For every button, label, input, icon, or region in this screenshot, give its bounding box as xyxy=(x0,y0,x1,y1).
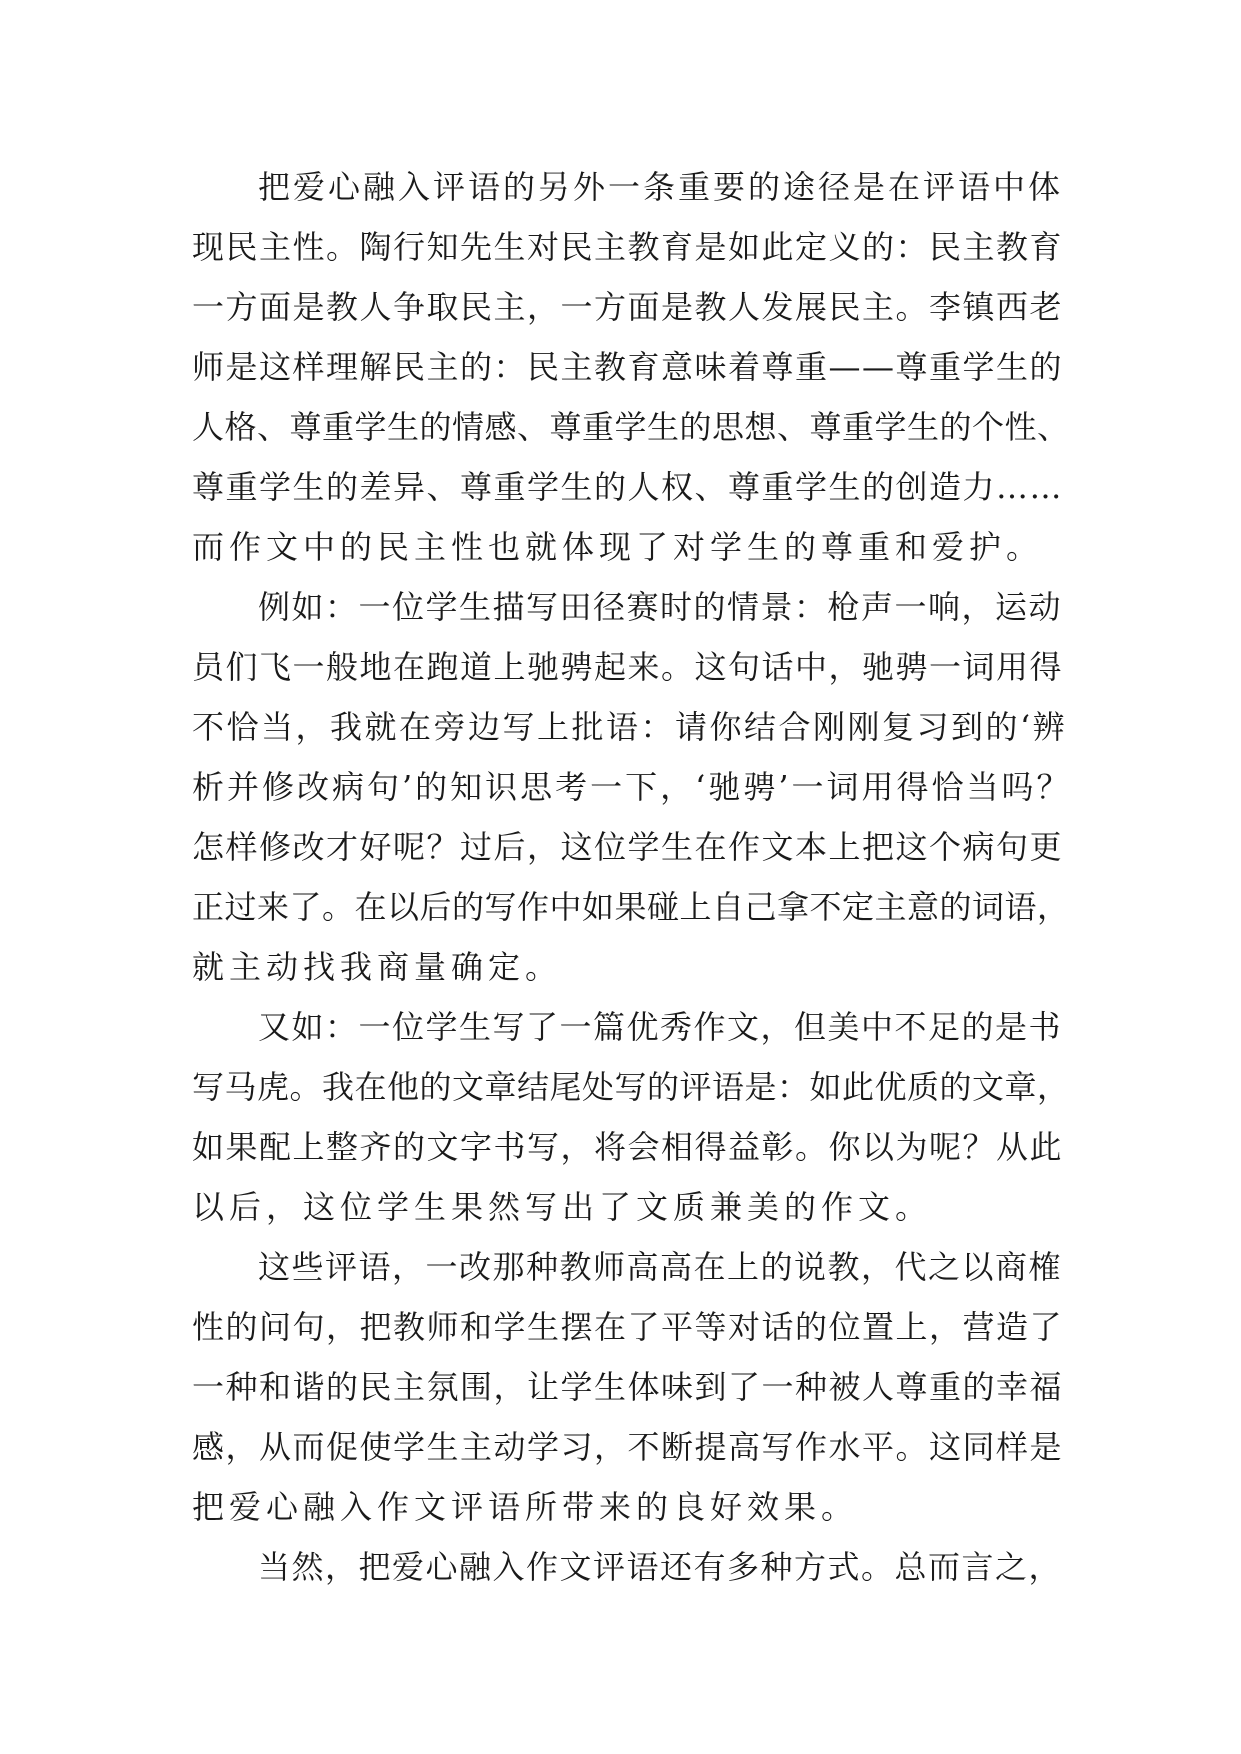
text-line: 性的问句，把教师和学生摆在了平等对话的位置上，营造了 xyxy=(192,1308,1064,1346)
text-line: 正过来了。在以后的写作中如果碰上自己拿不定主意的词语， xyxy=(192,888,1070,926)
text-line: 尊重学生的差异、尊重学生的人权、尊重学生的创造力…… xyxy=(192,468,1064,506)
text-line: 师是这样理解民主的：民主教育意味着尊重——尊重学生的 xyxy=(192,348,1064,386)
text-line: 析并修改病句’的知识思考一下，‘驰骋’一词用得恰当吗？ xyxy=(192,768,1072,806)
paragraph-2 xyxy=(192,577,1072,997)
text-line: 怎样修改才好呢？过后，这位学生在作文本上把这个病句更 xyxy=(192,828,1064,866)
text-line: 就主动找我商量确定。 xyxy=(192,948,563,986)
paragraph-3 xyxy=(192,997,1072,1237)
text-line: 写马虎。我在他的文章结尾处写的评语是：如此优质的文章， xyxy=(192,1068,1070,1106)
text-line: 当然，把爱心融入作文评语还有多种方式。总而言之， xyxy=(258,1548,1063,1586)
text-line: 这些评语，一改那种教师高高在上的说教，代之以商榷 xyxy=(258,1248,1063,1286)
text-line: 如果配上整齐的文字书写，将会相得益彰。你以为呢？从此 xyxy=(192,1128,1064,1166)
text-line: 例如：一位学生描写田径赛时的情景：枪声一响，运动 xyxy=(258,588,1063,626)
text-line: 现民主性。陶行知先生对民主教育是如此定义的：民主教育 xyxy=(192,228,1064,266)
text-line: 员们飞一般地在跑道上驰骋起来。这句话中，驰骋一词用得 xyxy=(192,648,1064,686)
paragraph-1 xyxy=(192,157,1072,577)
text-line: 不恰当，我就在旁边写上批语：请你结合刚刚复习到的‘辨 xyxy=(192,708,1068,746)
text-line: 一种和谐的民主氛围，让学生体味到了一种被人尊重的幸福 xyxy=(192,1368,1064,1406)
body-text xyxy=(192,157,1072,1597)
text-line: 感，从而促使学生主动学习，不断提高写作水平。这同样是 xyxy=(192,1428,1064,1466)
text-line: 而作文中的民主性也就体现了对学生的尊重和爱护。 xyxy=(192,528,1044,566)
text-line: 人格、尊重学生的情感、尊重学生的思想、尊重学生的个性、 xyxy=(192,408,1070,446)
text-line: 把爱心融入评语的另外一条重要的途径是在评语中体 xyxy=(258,168,1064,206)
text-line: 以后，这位学生果然写出了文质兼美的作文。 xyxy=(192,1188,933,1226)
text-line: 把爱心融入作文评语所带来的良好效果。 xyxy=(192,1488,859,1526)
paragraph-5 xyxy=(192,1537,1072,1597)
paragraph-4 xyxy=(192,1237,1072,1537)
text-line: 一方面是教人争取民主，一方面是教人发展民主。李镇西老 xyxy=(192,288,1064,326)
text-line: 又如：一位学生写了一篇优秀作文，但美中不足的是书 xyxy=(258,1008,1063,1046)
